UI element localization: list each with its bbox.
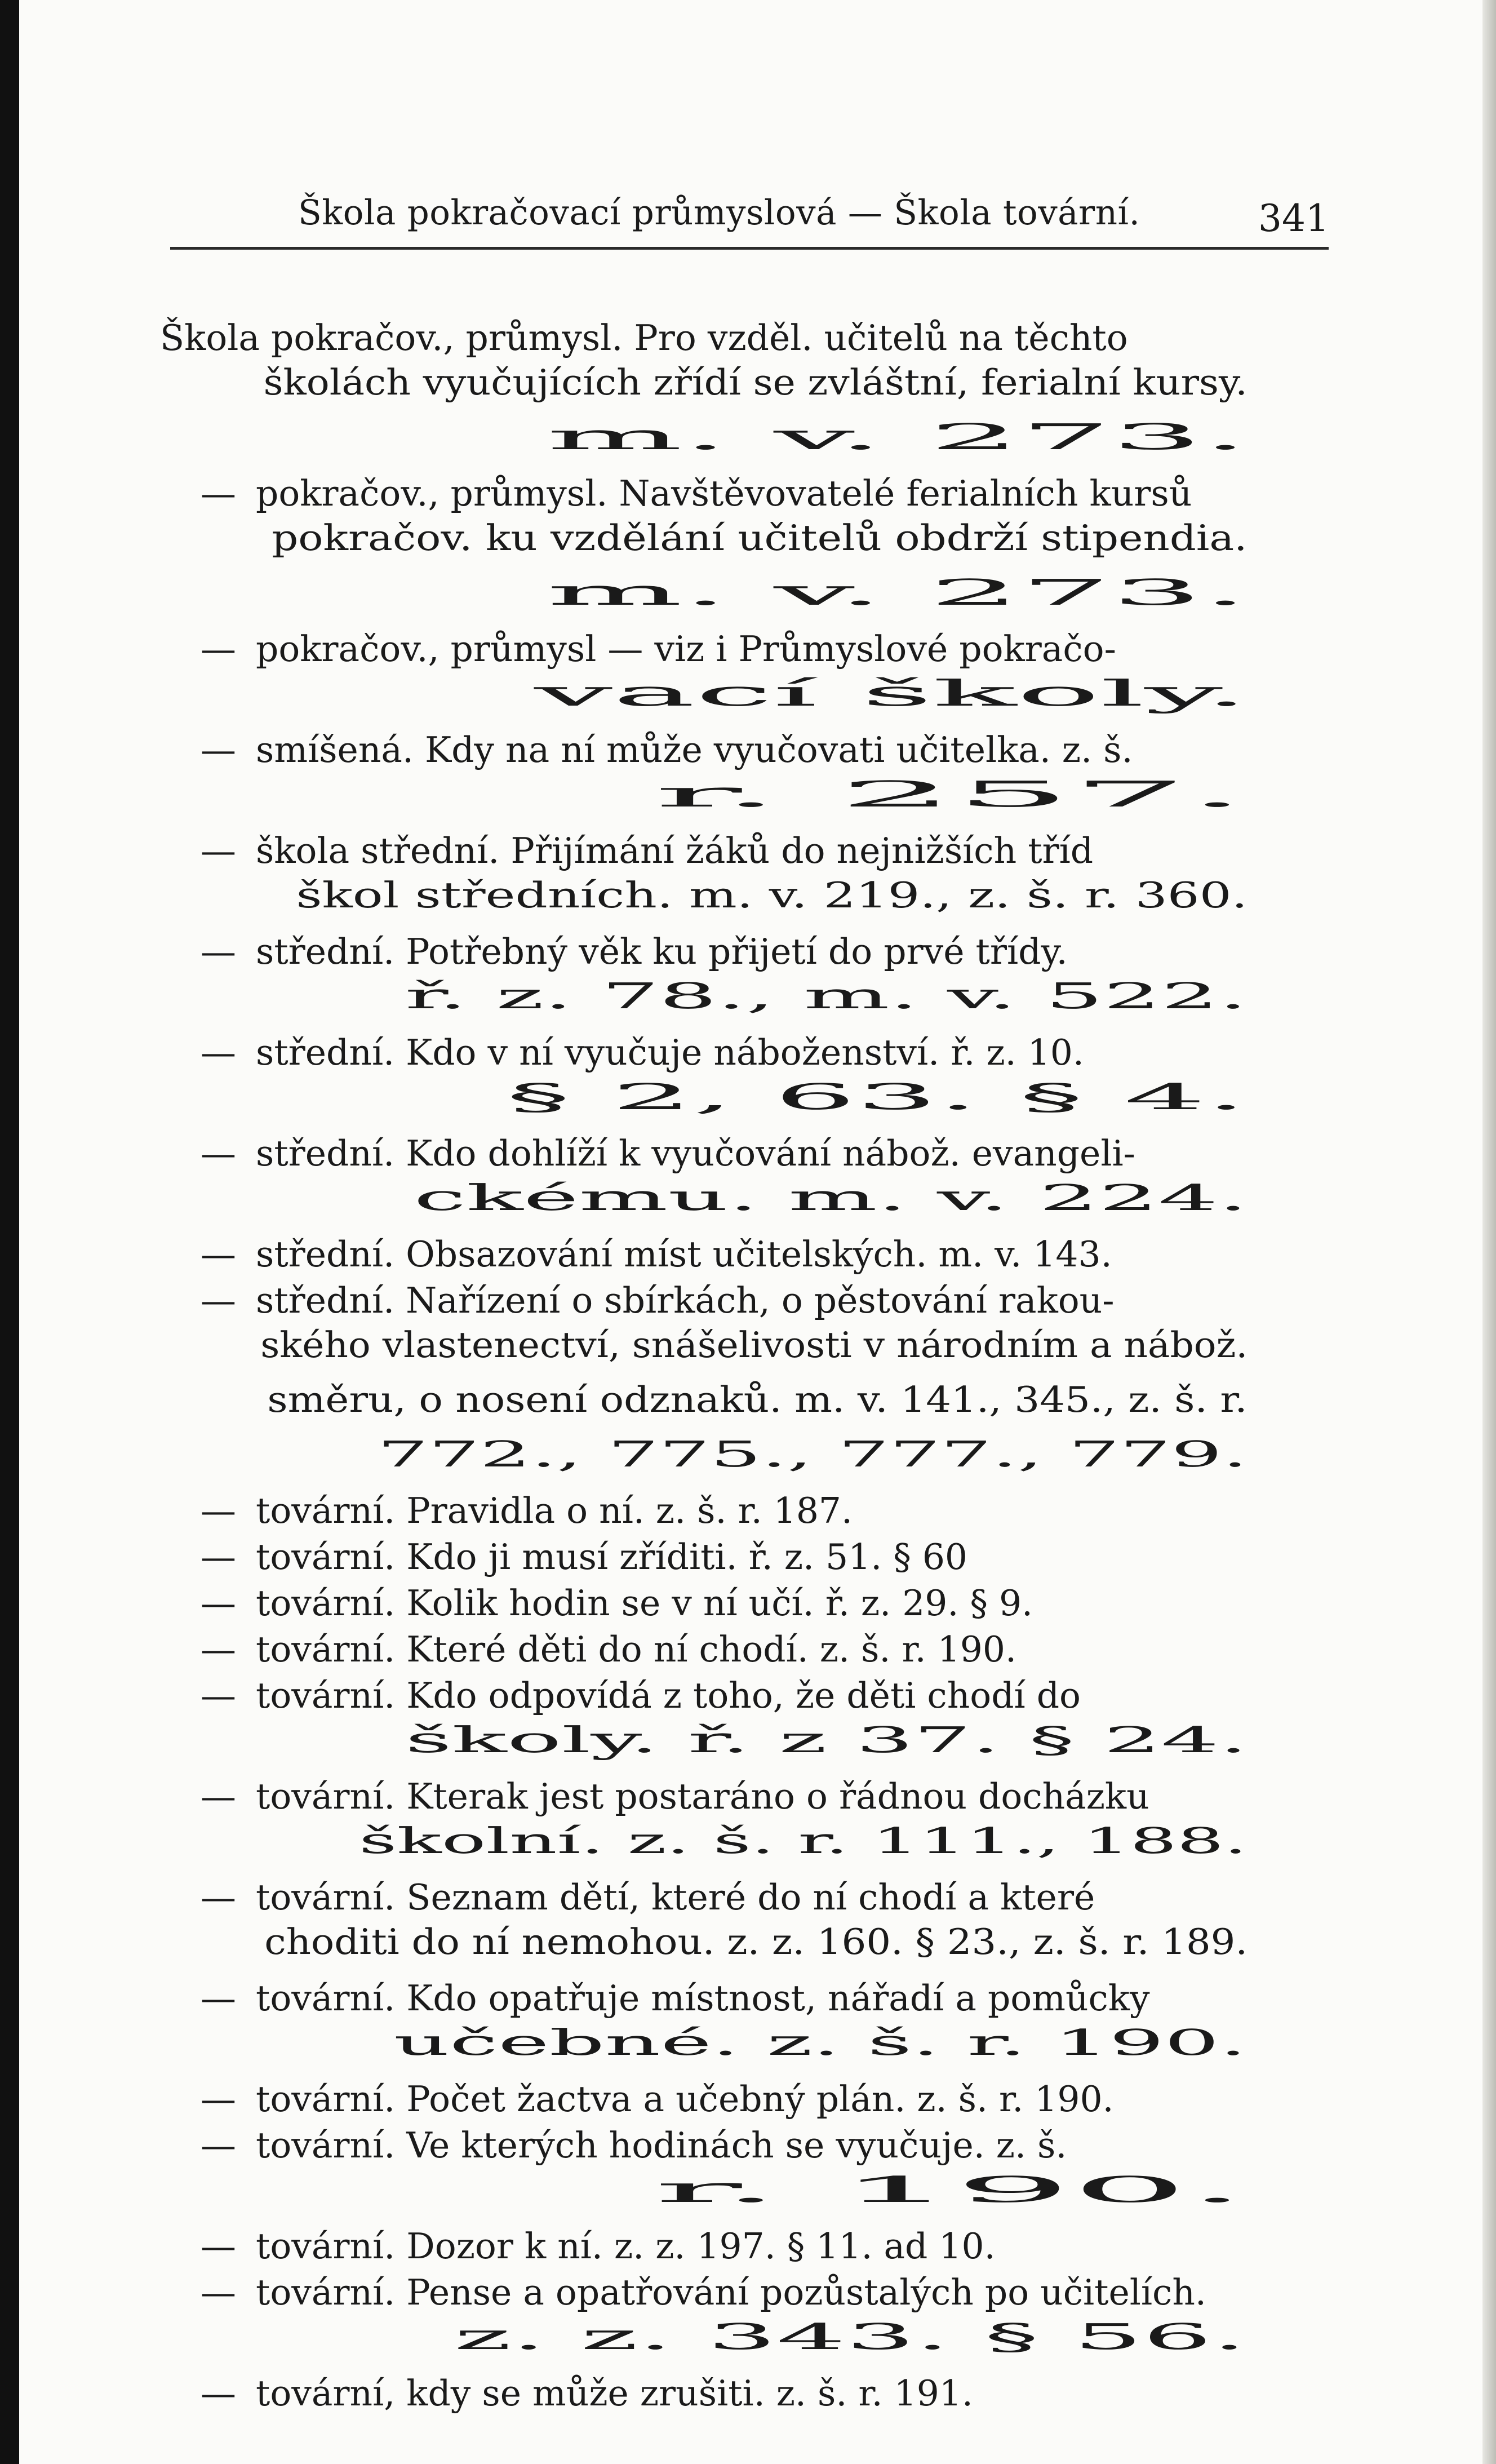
index-entry xyxy=(160,2077,1349,2121)
entry-first-line xyxy=(160,1976,1349,2020)
entry-dash: — xyxy=(201,1675,236,1716)
entry-first-line xyxy=(160,2371,1349,2416)
index-entry xyxy=(160,2270,1349,2369)
index-entry xyxy=(160,728,1349,827)
entry-continuation-line: r. 257. xyxy=(654,774,1246,815)
entry-continuation-line: choditi do ní nemohou. z. z. 160. § 23., z. š. r. 189. xyxy=(264,1921,1248,1962)
index-column xyxy=(160,316,1349,2416)
page-edge-shadow xyxy=(1482,0,1496,2464)
entry-text: tovární. Které děti do ní chodí. z. š. r. 190. xyxy=(256,1629,1016,1670)
entry-dash: — xyxy=(201,1629,236,1670)
entry-text: střední. Obsazování míst učitelských. m. v. 143. xyxy=(256,1234,1112,1275)
entry-continuation-line: školách vyučujících zřídí se zvláštní, ferialní kursy. xyxy=(263,362,1248,403)
entry-dash: — xyxy=(201,830,236,871)
entry-text: tovární. Kterak jest postaráno o řádnou docházku xyxy=(256,1776,1149,1817)
entry-dash: — xyxy=(201,2079,236,2120)
entry-first-line xyxy=(160,2224,1349,2268)
index-entry xyxy=(160,627,1349,726)
entry-first-line xyxy=(160,627,1349,671)
entry-text: tovární, kdy se může zrušiti. z. š. r. 191. xyxy=(256,2373,973,2414)
entry-first-line xyxy=(160,2077,1349,2121)
entry-continuation-line: učebné. z. š. r. 190. xyxy=(393,2022,1247,2063)
entry-dash: — xyxy=(201,931,236,972)
entry-first-line xyxy=(160,1673,1349,1718)
index-entry xyxy=(160,1875,1349,1974)
entry-first-line xyxy=(160,1488,1349,1533)
entry-text: tovární. Kdo odpovídá z toho, že děti chodí do xyxy=(256,1675,1081,1716)
entry-first-line xyxy=(160,1232,1349,1277)
index-entry xyxy=(160,929,1349,1029)
entry-continuation-line: ř. z. 78., m. v. 522. xyxy=(405,976,1248,1017)
index-entry xyxy=(160,1673,1349,1772)
entry-text: pokračov., průmysl. Navštěvovatelé ferialních kursů xyxy=(256,473,1192,514)
entry-text: Škola pokračov., průmysl. Pro vzděl. učitelů na těchto xyxy=(160,317,1128,358)
entry-dash: — xyxy=(201,1032,236,1073)
entry-text: tovární. Kdo ji musí zříditi. ř. z. 51. § 60 xyxy=(256,1536,968,1577)
entry-continuation-line: směru, o nosení odznaků. m. v. 141., 345., z. š. r. xyxy=(267,1379,1248,1420)
entry-continuation-line: škol středních. m. v. 219., z. š. r. 360. xyxy=(296,875,1248,916)
entry-first-line xyxy=(160,1875,1349,1920)
entry-dash: — xyxy=(201,1776,236,1817)
entry-dash: — xyxy=(201,1877,236,1918)
index-entry xyxy=(160,828,1349,928)
entry-continuation-line: m. v. 273. xyxy=(547,416,1248,458)
index-entry xyxy=(160,1976,1349,2075)
index-entry xyxy=(160,1278,1349,1487)
entry-continuation-line: školní. z. š. r. 111., 188. xyxy=(359,1820,1248,1862)
entry-dash: — xyxy=(201,1583,236,1624)
entry-first-line xyxy=(160,828,1349,873)
entry-dash: — xyxy=(201,2226,236,2267)
index-entry xyxy=(160,1581,1349,1625)
index-entry xyxy=(160,2371,1349,2416)
entry-text: tovární. Pense a opatřování pozůstalých po učitelích. xyxy=(256,2272,1206,2313)
index-entry xyxy=(160,1030,1349,1129)
entry-text: tovární. Počet žactva a učebný plán. z. š. r. 190. xyxy=(256,2079,1114,2120)
index-entry xyxy=(160,1131,1349,1230)
entry-text: tovární. Kdo opatřuje místnost, nářadí a pomůcky xyxy=(256,1978,1150,2019)
index-entry xyxy=(160,1627,1349,1672)
entry-continuation-line: vací školy. xyxy=(534,673,1249,714)
entry-continuation-line: ckému. m. v. 224. xyxy=(414,1177,1248,1218)
header-rule xyxy=(170,247,1329,250)
entry-text: tovární. Kolik hodin se v ní učí. ř. z. 29. § 9. xyxy=(256,1583,1033,1624)
entry-continuation-line: r. 190. xyxy=(654,2169,1246,2210)
index-entry xyxy=(160,1774,1349,1873)
entry-text: smíšená. Kdy na ní může vyučovati učitelka. z. š. xyxy=(256,729,1133,770)
entry-dash: — xyxy=(201,2125,236,2166)
entry-continuation-line: pokračov. ku vzdělání učitelů obdrží stipendia. xyxy=(272,517,1248,559)
entry-first-line xyxy=(160,2270,1349,2315)
entry-dash: — xyxy=(201,628,236,670)
entry-text: střední. Nařízení o sbírkách, o pěstování rakou- xyxy=(256,1280,1115,1321)
page-number: 341 xyxy=(1258,197,1329,240)
entry-dash: — xyxy=(201,1280,236,1321)
entry-continuation-line: z. z. 343. § 56. xyxy=(454,2316,1247,2357)
entry-dash: — xyxy=(201,1978,236,2019)
entry-continuation-line: § 2, 63. § 4. xyxy=(506,1076,1247,1118)
entry-dash: — xyxy=(201,1536,236,1577)
entry-first-line xyxy=(160,1278,1349,1323)
index-entry xyxy=(160,2224,1349,2268)
index-entry xyxy=(160,471,1349,625)
entry-text: střední. Kdo v ní vyučuje náboženství. ř. z. 10. xyxy=(256,1032,1084,1073)
entry-first-line xyxy=(160,1774,1349,1819)
entry-dash: — xyxy=(201,473,236,514)
entry-text: střední. Kdo dohlíží k vyučování nábož. evangeli- xyxy=(256,1133,1135,1174)
entry-text: pokračov., průmysl — viz i Průmyslové pokračo- xyxy=(256,628,1116,670)
entry-first-line xyxy=(160,1581,1349,1625)
entry-text: tovární. Dozor k ní. z. z. 197. § 11. ad 10. xyxy=(256,2226,996,2267)
entry-continuation-line: školy. ř. z 37. § 24. xyxy=(405,1720,1248,1761)
index-entry xyxy=(160,2123,1349,2222)
entry-continuation-line: m. v. 273. xyxy=(547,572,1248,613)
entry-first-line xyxy=(160,1535,1349,1579)
entry-text: tovární. Ve kterých hodinách se vyučuje. z. š. xyxy=(256,2125,1067,2166)
entry-text: tovární. Seznam dětí, které do ní chodí a které xyxy=(256,1877,1095,1918)
index-entry xyxy=(160,1232,1349,1277)
running-header xyxy=(298,185,1329,247)
entry-first-line xyxy=(160,471,1349,516)
entry-text: střední. Potřebný věk ku přijetí do prvé třídy. xyxy=(256,931,1068,972)
entry-dash: — xyxy=(201,1133,236,1174)
entry-first-line xyxy=(160,1627,1349,1672)
index-entry xyxy=(160,1488,1349,1533)
entry-dash: — xyxy=(201,729,236,770)
index-entry xyxy=(160,316,1349,469)
entry-dash: — xyxy=(201,2272,236,2313)
entry-continuation-line: 772., 775., 777., 779. xyxy=(377,1434,1248,1475)
entry-continuation-line: ského vlastenectví, snášelivosti v národním a nábož. xyxy=(260,1324,1248,1366)
entry-first-line xyxy=(160,316,1349,360)
entry-dash: — xyxy=(201,1490,236,1531)
entry-text: škola střední. Přijímání žáků do nejnižších tříd xyxy=(256,830,1094,871)
entry-first-line xyxy=(160,1030,1349,1075)
entry-dash: — xyxy=(201,2373,236,2414)
entry-text: tovární. Pravidla o ní. z. š. r. 187. xyxy=(256,1490,853,1531)
running-title: Škola pokračovací průmyslová — Škola tovární. xyxy=(298,193,1140,233)
index-entry xyxy=(160,1535,1349,1579)
entry-dash: — xyxy=(201,1234,236,1275)
entry-first-line xyxy=(160,1131,1349,1176)
entry-first-line xyxy=(160,929,1349,974)
entry-first-line xyxy=(160,728,1349,772)
entry-first-line xyxy=(160,2123,1349,2168)
